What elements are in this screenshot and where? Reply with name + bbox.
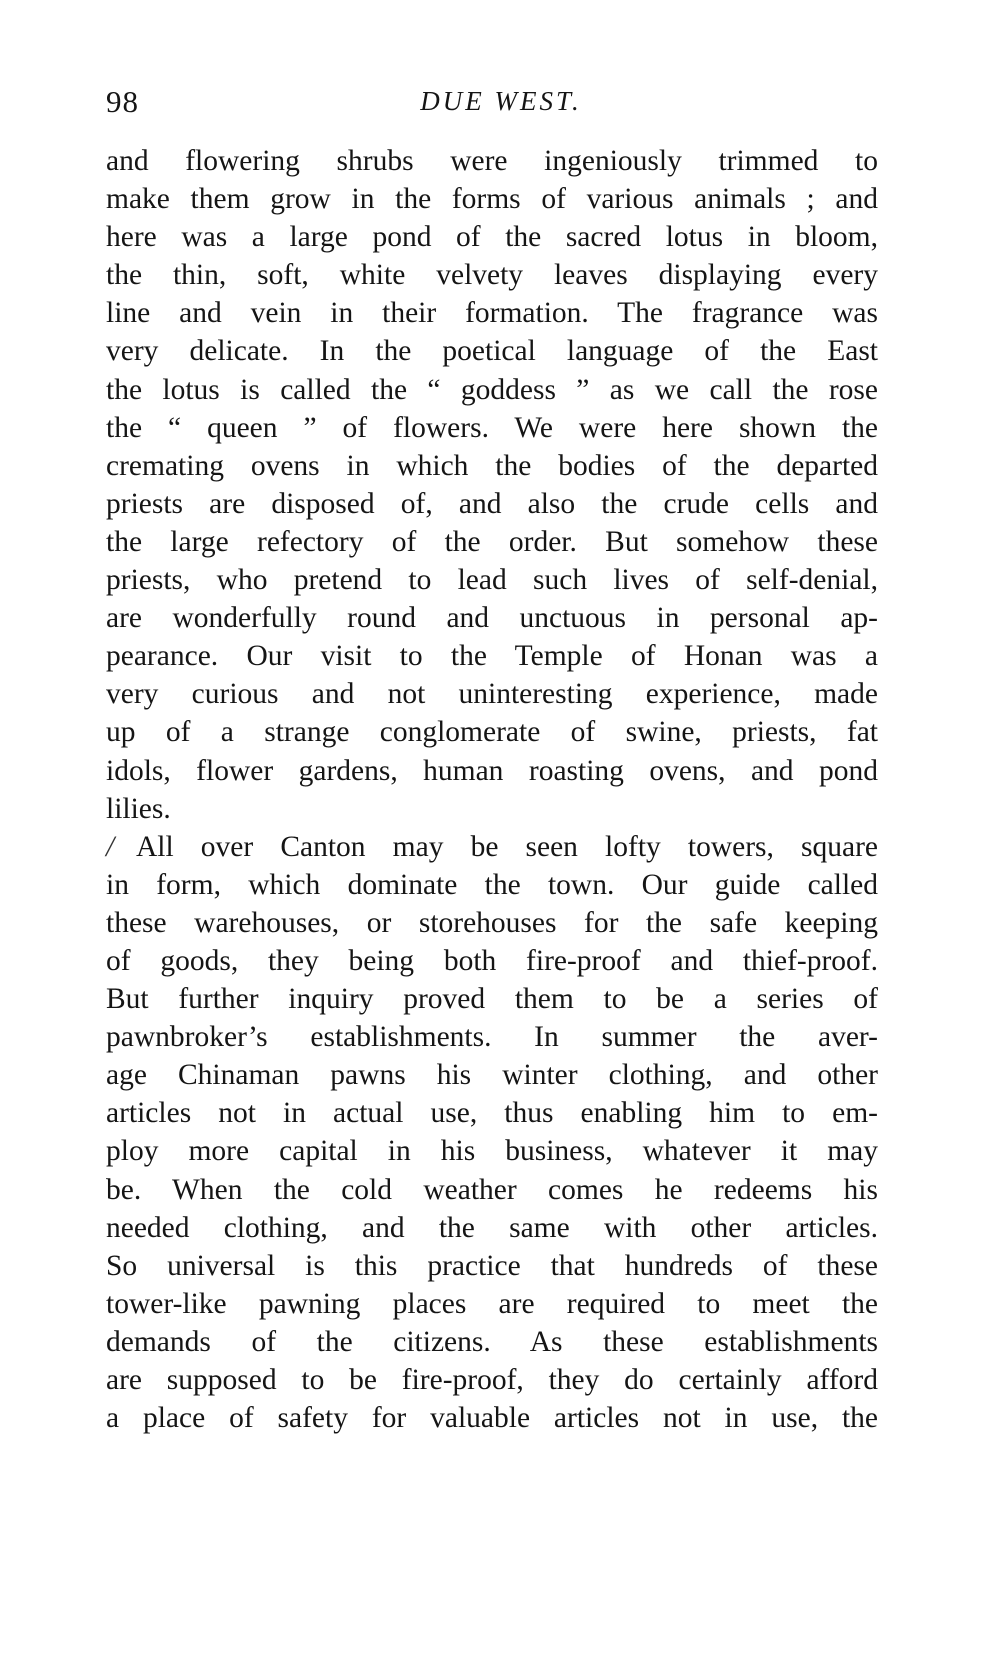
text-line: very delicate. In the poetical language of the East xyxy=(106,335,878,368)
text-line: the lotus is called the “ goddess ” as we call the rose xyxy=(106,373,878,406)
text-line: these warehouses, or storehouses for the safe keeping xyxy=(106,906,878,939)
text-line: ploy more capital in his business, whatever it may xyxy=(106,1135,878,1168)
text-line: needed clothing, and the same with other articles. xyxy=(106,1211,878,1244)
paragraph-container xyxy=(106,142,878,1437)
paragraph xyxy=(106,142,878,828)
text-line: cremating ovens in which the bodies of the departed xyxy=(106,449,878,482)
text-line: idols, flower gardens, human roasting ovens, and pond xyxy=(106,754,878,787)
text-line: pawnbroker’s establishments. In summer the aver- xyxy=(106,1021,878,1054)
text-line: line and vein in their formation. The fragrance was xyxy=(106,297,878,330)
text-line: tower-like pawning places are required to meet the xyxy=(106,1287,878,1320)
margin-mark: / xyxy=(106,830,115,863)
text-line: priests are disposed of, and also the crude cells and xyxy=(106,487,878,520)
text-line: lilies. xyxy=(106,792,171,825)
paragraph xyxy=(106,828,878,1438)
text-line: up of a strange conglomerate of swine, priests, fat xyxy=(106,716,878,749)
text-line: age Chinaman pawns his winter clothing, and other xyxy=(106,1059,878,1092)
text-line: the “ queen ” of flowers. We were here shown the xyxy=(106,411,878,444)
text-line xyxy=(106,828,878,866)
text-line: make them grow in the forms of various animals ; and xyxy=(106,183,878,216)
text-line: very curious and not uninteresting experience, made xyxy=(106,678,878,711)
text-line: But further inquiry proved them to be a series of xyxy=(106,983,878,1016)
text-line: are supposed to be fire-proof, they do certainly afford xyxy=(106,1364,878,1396)
line-text: All over Canton may be seen lofty towers, square xyxy=(136,830,878,863)
running-head xyxy=(106,84,876,124)
text-line: pearance. Our visit to the Temple of Honan was a xyxy=(106,640,878,673)
text-line: demands of the citizens. As these establishments xyxy=(106,1325,878,1358)
text-line: articles not in actual use, thus enabling him to em- xyxy=(106,1097,878,1130)
text-line: are wonderfully round and unctuous in personal ap- xyxy=(106,602,878,635)
text-line: and flowering shrubs were ingeniously trimmed to xyxy=(106,145,878,177)
text-line: of goods, they being both fire-proof and thief-proof. xyxy=(106,944,878,977)
text-line: priests, who pretend to lead such lives of self-denial, xyxy=(106,564,878,597)
text-line: in form, which dominate the town. Our guide called xyxy=(106,868,878,901)
text-line: the thin, soft, white velvety leaves displaying every xyxy=(106,259,878,292)
text-line: be. When the cold weather comes he redeems his xyxy=(106,1173,878,1206)
text-line: So universal is this practice that hundreds of these xyxy=(106,1249,878,1282)
text-line: a place of safety for valuable articles not in use, the xyxy=(106,1402,878,1435)
text-line: the large refectory of the order. But somehow these xyxy=(106,525,878,558)
body-text xyxy=(106,142,878,1437)
page-number: 98 xyxy=(106,84,139,119)
text-line: here was a large pond of the sacred lotus in bloom, xyxy=(106,221,878,254)
running-title: DUE WEST. xyxy=(420,86,582,116)
